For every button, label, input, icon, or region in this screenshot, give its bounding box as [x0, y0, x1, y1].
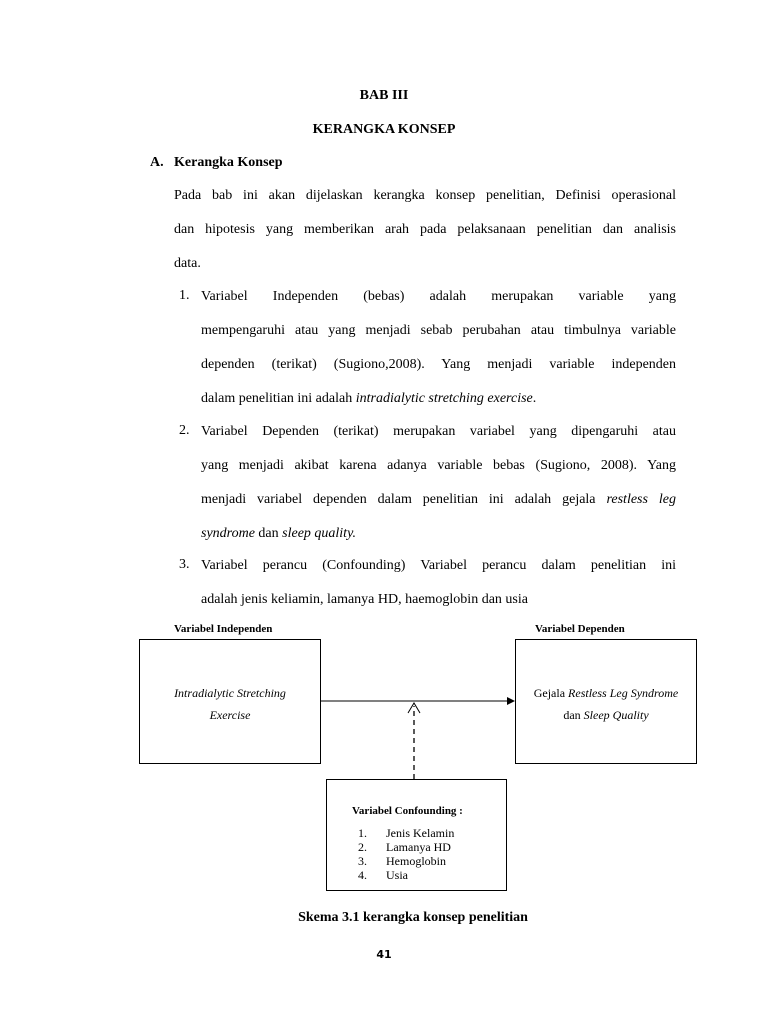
dependent-box-line-2-prefix: dan [563, 708, 584, 722]
diagram-caption: Skema 3.1 kerangka konsep penelitian [298, 910, 528, 925]
item-2-line-1: Variabel Dependen (terikat) merupakan variabel yang dipengaruhi atau [201, 424, 676, 439]
intro-line-1: Pada bab ini akan dijelaskan kerangka konsep penelitian, Definisi operasional [174, 188, 676, 203]
item-1-line-2: mempengaruhi atau yang menjadi sebab perubahan atau timbulnya variable [201, 323, 676, 338]
item-2-line-3-italic: restless leg [606, 492, 676, 507]
chapter-number: BAB III [359, 88, 409, 103]
section-title: Kerangka Konsep [174, 155, 283, 170]
confounding-box-title: Variabel Confounding : [352, 805, 463, 817]
item-2-number: 2. [179, 423, 190, 438]
confounding-item-text: Lamanya HD [386, 840, 451, 854]
item-3-line-1: Variabel perancu (Confounding) Variabel perancu dalam penelitian ini [201, 558, 676, 573]
dependent-box-line-1-italic: Restless Leg Syndrome [568, 686, 679, 700]
item-2-line-4-italic-1: syndrome [201, 526, 255, 541]
confounding-list-item [358, 826, 454, 840]
confounding-item-number: 1. [358, 826, 367, 840]
confounding-list-item [358, 868, 454, 882]
item-3-line-2: adalah jenis keliamin, lamanya HD, haemoglobin dan usia [201, 592, 528, 607]
item-1-line-1: Variabel Independen (bebas) adalah merupakan variable yang [201, 289, 676, 304]
section-label: A. [150, 155, 164, 170]
confounding-list-item [358, 854, 454, 868]
item-2-line-2: yang menjadi akibat karena adanya variable bebas (Sugiono, 2008). Yang [201, 458, 676, 473]
item-1-line-4-italic: intradialytic stretching exercise [355, 391, 533, 406]
dependent-box-line-2-italic: Sleep Quality [583, 708, 649, 722]
intro-line-3: data. [174, 256, 201, 271]
independent-box-line-2: Exercise [209, 708, 251, 722]
confounding-item-text: Hemoglobin [386, 854, 446, 868]
confounding-list [358, 826, 454, 882]
item-2-line-3-prefix: menjadi variabel dependen dalam penelitian ini adalah gejala [201, 492, 607, 507]
confounding-variable-box [326, 779, 507, 891]
item-2-line-4-italic-2: sleep quality. [282, 526, 357, 541]
confounding-item-number: 3. [358, 854, 367, 868]
item-3-number: 3. [179, 557, 190, 572]
independent-to-dependent-arrowhead [507, 697, 515, 705]
independent-box-line-1: Intradialytic Stretching [174, 686, 286, 700]
item-2-line-4-mid: dan [254, 526, 283, 541]
confounding-item-text: Usia [386, 868, 408, 882]
item-1-line-4-prefix: dalam penelitian ini adalah [201, 391, 356, 406]
item-1-line-3: dependen (terikat) (Sugiono,2008). Yang menjadi variable independen [201, 357, 676, 372]
confounding-item-number: 2. [358, 840, 367, 854]
confounding-list-item [358, 840, 454, 854]
dependent-variable-label: Variabel Dependen [535, 623, 625, 635]
confounding-item-text: Jenis Kelamin [386, 826, 455, 840]
independent-variable-label: Variabel Independen [174, 623, 273, 635]
item-1-number: 1. [179, 288, 190, 303]
dependent-box-line-1-prefix: Gejala [533, 686, 569, 700]
intro-line-2: dan hipotesis yang memberikan arah pada pelaksanaan penelitian dan analisis [174, 222, 676, 237]
confounding-item-number: 4. [358, 868, 367, 882]
chapter-title: KERANGKA KONSEP [312, 122, 456, 137]
page-number: 41 [376, 948, 392, 961]
item-1-line-4-suffix: . [532, 391, 537, 406]
